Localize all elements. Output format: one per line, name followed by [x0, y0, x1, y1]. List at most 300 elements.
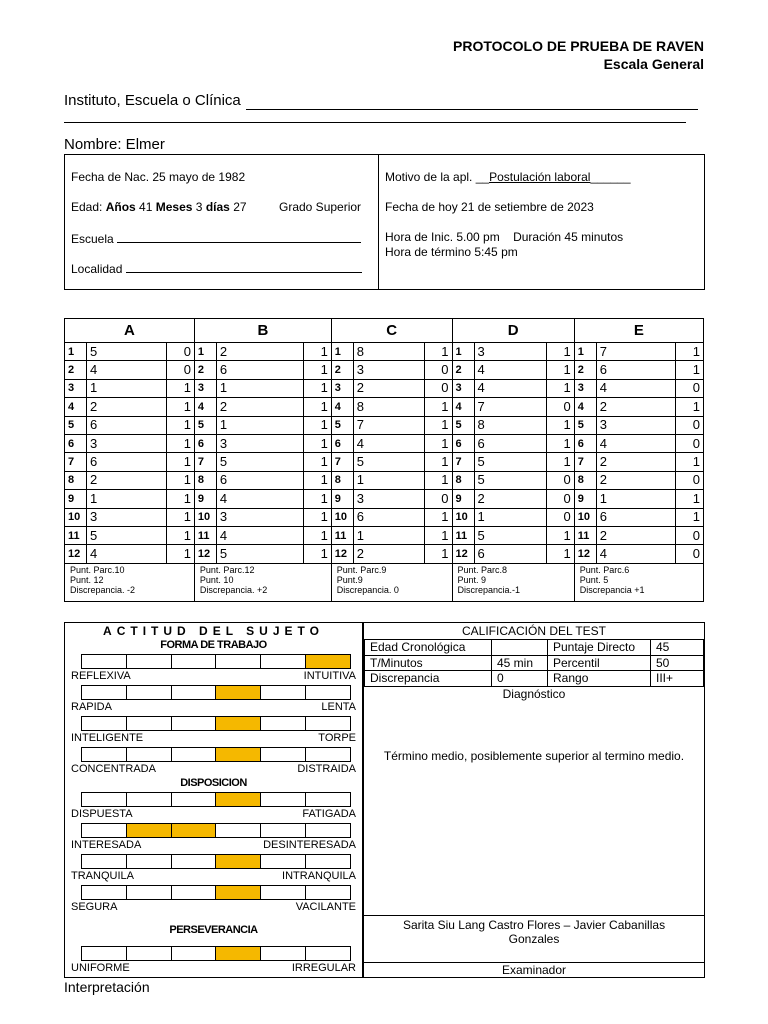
days-value: 27: [233, 200, 247, 214]
table-row: [65, 416, 704, 434]
grading-cell: Percentil: [548, 655, 651, 671]
item-number: 11: [331, 526, 353, 544]
summary-line: Discrepancia.-1: [457, 584, 521, 595]
answer-cell: 1: [216, 416, 303, 434]
scale-cell: [306, 717, 350, 730]
scale-right-label: LENTA: [321, 701, 356, 713]
scale-cell: [261, 886, 306, 899]
locality-field: [71, 261, 362, 276]
item-number: 7: [65, 453, 87, 471]
answer-cell: 5: [87, 343, 167, 361]
answer-cell: 7: [474, 398, 546, 416]
answer-cell: 2: [596, 398, 675, 416]
score-cell: 1: [424, 343, 452, 361]
table-row: [65, 434, 704, 452]
diagnosis-text: Término medio, posiblemente superior al termino medio.: [383, 749, 685, 763]
examiner-names: Sarita Siu Lang Castro Flores – Javier Cabanillas Gonzales: [402, 918, 666, 946]
scale-cell: [261, 655, 306, 668]
item-number: 4: [331, 398, 353, 416]
scale-cell: [216, 824, 261, 837]
score-cell: 0: [676, 416, 704, 434]
grade-field: Grado Superior: [279, 200, 362, 214]
item-number: 11: [65, 526, 87, 544]
summary-line: Punt. 5: [579, 574, 609, 585]
months-label: Meses: [155, 200, 193, 214]
item-number: 3: [65, 379, 87, 397]
scale-cell: [306, 947, 350, 960]
attitude-scale: [81, 792, 351, 807]
scale-cell: [216, 886, 261, 899]
grading-cell: T/Minutos: [365, 655, 492, 671]
answer-grid: [64, 318, 704, 602]
item-number: 7: [194, 453, 216, 471]
reason-tail: ______: [590, 170, 631, 184]
score-cell: 0: [166, 361, 194, 379]
score-cell: 1: [303, 361, 331, 379]
score-cell: 0: [676, 471, 704, 489]
scale-cell: [172, 855, 217, 868]
answer-cell: 6: [87, 453, 167, 471]
score-cell: 1: [166, 490, 194, 508]
item-number: 10: [194, 508, 216, 526]
table-row: [365, 671, 704, 687]
score-cell: 1: [303, 379, 331, 397]
scale-cell: [127, 855, 172, 868]
answer-cell: 6: [596, 508, 675, 526]
summary-line: Punt.9: [336, 574, 363, 585]
answer-cell: 4: [474, 361, 546, 379]
series-summary: [65, 563, 195, 601]
answer-cell: 2: [353, 545, 424, 563]
answer-cell: 1: [353, 526, 424, 544]
answer-cell: 6: [596, 361, 675, 379]
disposition-title: DISPOSICION: [180, 777, 247, 789]
scale-right-label: INTRANQUILA: [282, 870, 356, 882]
scale-cell: [82, 655, 127, 668]
answer-cell: 5: [474, 453, 546, 471]
reason-field: [385, 170, 631, 184]
score-cell: 1: [166, 508, 194, 526]
scale-cell: [216, 655, 261, 668]
grading-title: CALIFICACIÓN DEL TEST: [461, 624, 607, 638]
summary-line: Discrepancia. -2: [70, 584, 136, 595]
answer-cell: 3: [353, 490, 424, 508]
item-number: 1: [574, 343, 596, 361]
score-cell: 1: [424, 398, 452, 416]
score-cell: 0: [676, 526, 704, 544]
attitude-scale: [81, 716, 351, 731]
answer-cell: 3: [474, 343, 546, 361]
answer-cell: 1: [596, 490, 675, 508]
score-cell: 1: [676, 361, 704, 379]
page-subtitle: Escala General: [603, 56, 704, 72]
scale-right-label: TORPE: [318, 732, 356, 744]
score-cell: 1: [303, 490, 331, 508]
scale-cell: [127, 824, 172, 837]
today-date: Fecha de hoy 21 de setiembre de 2023: [385, 200, 594, 214]
series-header: B: [194, 319, 331, 343]
age-field: [71, 200, 247, 214]
school-line: [117, 231, 361, 243]
answer-cell: 2: [596, 471, 675, 489]
item-number: 9: [574, 490, 596, 508]
answer-cell: 2: [216, 398, 303, 416]
item-number: 5: [65, 416, 87, 434]
item-number: 3: [452, 379, 474, 397]
item-number: 7: [331, 453, 353, 471]
scale-cell: [261, 748, 306, 761]
locality-label: Localidad: [71, 262, 123, 276]
summary-line: Punt. 12: [70, 574, 104, 585]
item-number: 5: [331, 416, 353, 434]
scale-cell: [172, 947, 217, 960]
examiner-label: Examinador: [501, 963, 567, 977]
item-number: 8: [452, 471, 474, 489]
table-row: [65, 453, 704, 471]
summary-line: Discrepancia. 0: [336, 584, 399, 595]
interpretation-label: Interpretación: [64, 979, 150, 995]
info-divider: [378, 155, 379, 289]
summary-line: Punt. Parc.12: [199, 564, 255, 575]
scale-cell: [216, 686, 261, 699]
score-cell: 1: [303, 508, 331, 526]
score-cell: 1: [166, 379, 194, 397]
item-number: 6: [194, 434, 216, 452]
scale-cell: [82, 748, 127, 761]
item-number: 9: [194, 490, 216, 508]
answer-cell: 6: [87, 416, 167, 434]
grading-table: [364, 639, 704, 687]
item-number: 8: [65, 471, 87, 489]
answer-cell: 6: [474, 545, 546, 563]
scale-cell: [127, 717, 172, 730]
item-number: 4: [194, 398, 216, 416]
scale-cell: [127, 793, 172, 806]
item-number: 1: [331, 343, 353, 361]
item-number: 10: [65, 508, 87, 526]
scale-cell: [82, 855, 127, 868]
answer-cell: 4: [596, 434, 675, 452]
scale-cell: [216, 855, 261, 868]
answer-cell: 2: [87, 398, 167, 416]
start-time-field: [385, 230, 623, 244]
scale-cell: [306, 886, 350, 899]
score-cell: 1: [546, 453, 574, 471]
scale-cell: [216, 793, 261, 806]
scale-cell: [306, 748, 350, 761]
attitude-scale: [81, 654, 351, 669]
item-number: 5: [194, 416, 216, 434]
grading-cell: [492, 640, 548, 656]
item-number: 2: [194, 361, 216, 379]
score-cell: 0: [676, 379, 704, 397]
summary-line: Punt. 10: [199, 574, 234, 585]
series-summary: [194, 563, 331, 601]
score-cell: 1: [546, 434, 574, 452]
answer-cell: 3: [596, 416, 675, 434]
score-cell: 1: [303, 526, 331, 544]
item-number: 5: [574, 416, 596, 434]
score-cell: 1: [166, 434, 194, 452]
scale-cell: [127, 686, 172, 699]
score-cell: 1: [424, 508, 452, 526]
locality-line: [126, 261, 362, 273]
scale-right-label: IRREGULAR: [291, 962, 356, 974]
scale-cell: [82, 886, 127, 899]
score-cell: 1: [166, 416, 194, 434]
scale-cell: [306, 824, 350, 837]
answer-cell: 1: [87, 490, 167, 508]
scale-left-label: TRANQUILA: [71, 870, 134, 882]
item-number: 8: [194, 471, 216, 489]
school-label: Escuela: [71, 232, 114, 246]
score-cell: 1: [546, 526, 574, 544]
scale-cell: [127, 947, 172, 960]
answer-cell: 4: [87, 545, 167, 563]
answer-cell: 6: [216, 471, 303, 489]
scale-cell: [306, 655, 350, 668]
reason-value: Postulación laboral: [489, 170, 591, 184]
score-cell: 0: [424, 361, 452, 379]
attitude-scale: [81, 747, 351, 762]
scale-right-label: VACILANTE: [295, 901, 356, 913]
score-cell: 1: [303, 545, 331, 563]
scale-left-label: RAPIDA: [71, 701, 112, 713]
grading-cell: 45: [651, 640, 704, 656]
scale-left-label: DISPUESTA: [71, 808, 133, 820]
scale-cell: [261, 947, 306, 960]
grading-box: [363, 622, 705, 978]
item-number: 10: [574, 508, 596, 526]
score-cell: 1: [303, 434, 331, 452]
scale-left-label: CONCENTRADA: [71, 763, 156, 775]
score-cell: 0: [546, 471, 574, 489]
days-label: días: [205, 200, 230, 214]
scale-right-label: INTUITIVA: [303, 670, 356, 682]
series-header: A: [65, 319, 195, 343]
scale-cell: [82, 947, 127, 960]
item-number: 12: [65, 545, 87, 563]
attitude-scale: [81, 885, 351, 900]
answer-cell: 2: [596, 526, 675, 544]
institution-line: [246, 109, 698, 110]
scale-cell: [127, 886, 172, 899]
answer-cell: 8: [353, 398, 424, 416]
item-number: 11: [574, 526, 596, 544]
item-number: 10: [331, 508, 353, 526]
score-cell: 1: [166, 526, 194, 544]
score-cell: 1: [676, 453, 704, 471]
item-number: 5: [452, 416, 474, 434]
score-cell: 1: [424, 471, 452, 489]
scale-cell: [82, 824, 127, 837]
table-row: [365, 640, 704, 656]
answer-cell: 4: [353, 434, 424, 452]
answer-cell: 5: [87, 526, 167, 544]
score-cell: 0: [424, 490, 452, 508]
scale-cell: [172, 748, 217, 761]
scale-right-label: FATIGADA: [302, 808, 356, 820]
score-cell: 1: [303, 453, 331, 471]
item-number: 3: [194, 379, 216, 397]
institution-line-2: [64, 122, 686, 123]
answer-cell: 1: [353, 471, 424, 489]
grading-cell: 45 min: [492, 655, 548, 671]
score-cell: 0: [546, 490, 574, 508]
score-cell: 1: [676, 398, 704, 416]
answer-cell: 6: [216, 361, 303, 379]
scale-cell: [172, 886, 217, 899]
item-number: 11: [194, 526, 216, 544]
end-time: Hora de término 5:45 pm: [385, 245, 518, 259]
scale-cell: [261, 824, 306, 837]
score-cell: 1: [424, 545, 452, 563]
item-number: 2: [331, 361, 353, 379]
score-cell: 1: [424, 416, 452, 434]
item-number: 9: [65, 490, 87, 508]
item-number: 9: [331, 490, 353, 508]
item-number: 11: [452, 526, 474, 544]
scale-cell: [261, 855, 306, 868]
scale-left-label: SEGURA: [71, 901, 118, 913]
answer-cell: 2: [87, 471, 167, 489]
score-cell: 0: [546, 398, 574, 416]
answer-cell: 8: [474, 416, 546, 434]
summary-line: Discrepancia +1: [579, 584, 645, 595]
answer-cell: 5: [216, 453, 303, 471]
answer-cell: 4: [87, 361, 167, 379]
score-cell: 1: [424, 453, 452, 471]
item-number: 1: [452, 343, 474, 361]
answer-cell: 4: [474, 379, 546, 397]
scale-cell: [261, 717, 306, 730]
age-label: Edad:: [71, 200, 103, 214]
summary-line: Punt. Parc.8: [457, 564, 508, 575]
series-summary: [574, 563, 703, 601]
scale-left-label: INTELIGENTE: [71, 732, 144, 744]
item-number: 3: [574, 379, 596, 397]
years-value: 41: [139, 200, 153, 214]
attitude-scale: [81, 685, 351, 700]
scale-cell: [172, 655, 217, 668]
scale-cell: [172, 717, 217, 730]
scale-cell: [82, 686, 127, 699]
score-cell: 1: [676, 343, 704, 361]
attitude-title: ACTITUD DEL SUJETO: [103, 624, 324, 638]
series-header: D: [452, 319, 574, 343]
scale-cell: [306, 793, 350, 806]
score-cell: 0: [546, 508, 574, 526]
item-number: 7: [452, 453, 474, 471]
score-cell: 1: [546, 416, 574, 434]
scale-cell: [261, 793, 306, 806]
birth-date: Fecha de Nac. 25 mayo de 1982: [71, 170, 246, 184]
item-number: 9: [452, 490, 474, 508]
page-title: PROTOCOLO DE PRUEBA DE RAVEN: [453, 38, 704, 54]
grading-cell: Edad Cronológica: [365, 640, 492, 656]
scale-cell: [82, 717, 127, 730]
grading-cell: 50: [651, 655, 704, 671]
grading-cell: Discrepancia: [365, 671, 492, 687]
perseverance-title: PERSEVERANCIA: [169, 924, 258, 936]
answer-cell: 4: [596, 545, 675, 563]
scale-left-label: REFLEXIVA: [71, 670, 131, 682]
scale-cell: [216, 717, 261, 730]
answer-cell: 5: [216, 545, 303, 563]
table-row: [65, 343, 704, 361]
answer-cell: 8: [353, 343, 424, 361]
answer-cell: 2: [353, 379, 424, 397]
score-cell: 1: [303, 471, 331, 489]
series-summary: [452, 563, 574, 601]
scale-cell: [172, 824, 217, 837]
scale-cell: [82, 793, 127, 806]
series-header: E: [574, 319, 703, 343]
answer-cell: 1: [216, 379, 303, 397]
answer-cell: 1: [87, 379, 167, 397]
answer-cell: 2: [596, 453, 675, 471]
score-cell: 1: [303, 343, 331, 361]
score-cell: 0: [424, 379, 452, 397]
score-cell: 1: [166, 545, 194, 563]
item-number: 12: [331, 545, 353, 563]
work-form-title: FORMA DE TRABAJO: [160, 639, 267, 651]
attitude-box: [64, 622, 363, 978]
scale-right-label: DESINTERESADA: [263, 839, 356, 851]
table-row: [65, 490, 704, 508]
score-cell: 1: [303, 416, 331, 434]
attitude-scale: [81, 854, 351, 869]
answer-cell: 5: [474, 471, 546, 489]
answer-cell: 3: [87, 508, 167, 526]
item-number: 4: [65, 398, 87, 416]
table-row: [65, 361, 704, 379]
answer-cell: 3: [353, 361, 424, 379]
answer-cell: 6: [474, 434, 546, 452]
answer-cell: 2: [216, 343, 303, 361]
score-cell: 0: [166, 343, 194, 361]
scale-cell: [127, 748, 172, 761]
item-number: 2: [65, 361, 87, 379]
diagnosis-label: Diagnóstico: [502, 687, 566, 701]
institution-label: Instituto, Escuela o Clínica: [64, 92, 241, 109]
item-number: 6: [452, 434, 474, 452]
scale-cell: [172, 686, 217, 699]
table-row: [365, 655, 704, 671]
item-number: 6: [65, 434, 87, 452]
table-row: [65, 471, 704, 489]
attitude-scale: [81, 823, 351, 838]
item-number: 4: [452, 398, 474, 416]
item-number: 2: [574, 361, 596, 379]
item-number: 6: [331, 434, 353, 452]
scale-cell: [216, 947, 261, 960]
table-row: [65, 545, 704, 563]
item-number: 3: [331, 379, 353, 397]
grading-cell: 0: [492, 671, 548, 687]
item-number: 2: [452, 361, 474, 379]
summary-line: Punt. 9: [457, 574, 487, 585]
item-number: 1: [194, 343, 216, 361]
scale-cell: [306, 686, 350, 699]
answer-cell: 5: [474, 526, 546, 544]
answer-cell: 2: [474, 490, 546, 508]
score-cell: 1: [424, 434, 452, 452]
duration: Duración 45 minutos: [513, 230, 624, 244]
attitude-scale: [81, 946, 351, 961]
score-cell: 1: [676, 490, 704, 508]
months-value: 3: [195, 200, 203, 214]
